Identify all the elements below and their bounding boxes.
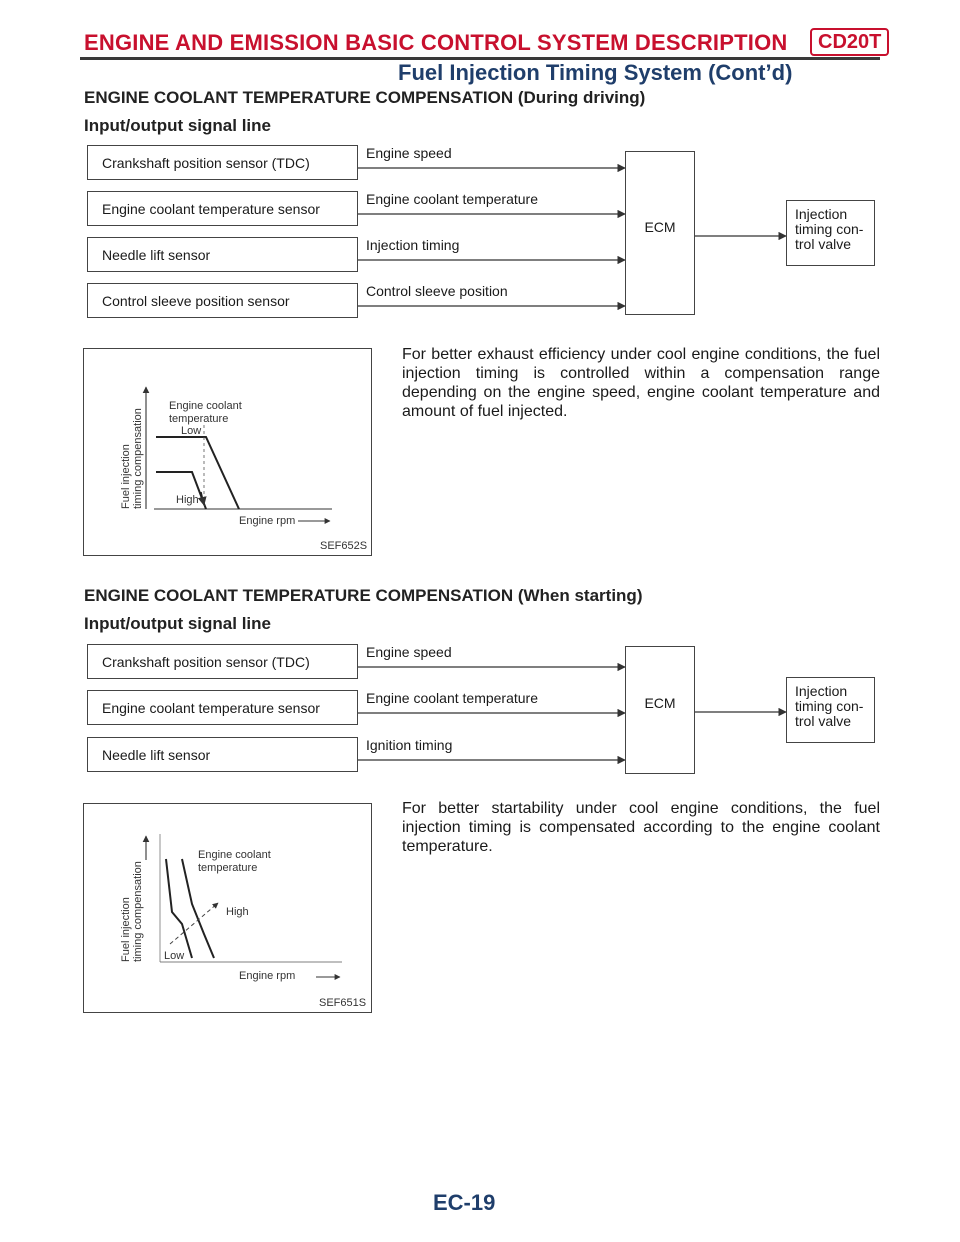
output-line: trol valve (795, 236, 852, 252)
y-axis-label-line1: Fuel injection (120, 444, 132, 509)
legend-title-line1: Engine coolant (169, 400, 242, 412)
model-badge: CD20T (810, 28, 889, 56)
legend-title-line2: temperature (198, 862, 258, 874)
output-line: timing con- (795, 221, 864, 237)
figure-code: SEF652S (320, 540, 368, 552)
signal-label: Engine speed (366, 644, 452, 660)
ecm-label: ECM (644, 219, 676, 235)
figure-driving-graph (84, 349, 371, 555)
legend-title-line1: Engine coolant (198, 849, 271, 861)
x-axis-label: Engine rpm (239, 970, 296, 982)
signal-label: Control sleeve position (366, 283, 508, 299)
figure-starting (83, 803, 372, 1013)
figure-code: SEF651S (319, 997, 367, 1009)
low-label: Low (164, 950, 185, 962)
high-label: High (176, 494, 199, 506)
high-label: High (226, 906, 249, 918)
y-axis-label-line2: timing compensation (132, 408, 144, 509)
output-line: timing con- (795, 698, 864, 714)
output-box (786, 677, 875, 743)
sensor-box: Needle lift sensor (87, 237, 358, 272)
output-line: Injection (795, 206, 848, 222)
sensor-box: Control sleeve position sensor (87, 283, 358, 318)
signal-label: Engine speed (366, 145, 452, 161)
subheading-starting: Input/output signal line (84, 614, 271, 633)
heading-starting: ENGINE COOLANT TEMPERATURE COMPENSATION (When starting) (84, 586, 643, 605)
ecm-label: ECM (644, 695, 676, 711)
ecm-box (625, 646, 695, 774)
output-line: trol valve (795, 713, 852, 729)
x-axis-label: Engine rpm (239, 515, 296, 527)
description-driving: For better exhaust efficiency under cool engine conditions, the fuel injection timing is controlled within a compensation range depending on the engine speed, engine coolant temperature and amount of fuel injected. (402, 346, 880, 420)
sensor-box: Engine coolant temperature sensor (87, 191, 358, 226)
y-axis-label-line2: timing compensation (132, 861, 144, 962)
ecm-box (625, 151, 695, 315)
legend-title-line2: temperature (169, 413, 229, 425)
sensor-box: Engine coolant temperature sensor (87, 690, 358, 725)
heading-driving: ENGINE COOLANT TEMPERATURE COMPENSATION (During driving) (84, 88, 646, 107)
output-line: Injection (795, 683, 848, 699)
signal-label: Injection timing (366, 237, 460, 253)
sensor-box: Crankshaft position sensor (TDC) (87, 145, 358, 180)
signal-label: Ignition timing (366, 737, 453, 753)
description-starting: For better startability under cool engine conditions, the fuel injection timing is compensated according to the engine coolant temperature. (402, 800, 880, 855)
low-label: Low (181, 425, 202, 437)
output-box (786, 200, 875, 266)
page-subtitle: Fuel Injection Timing System (Cont’d) (398, 60, 793, 85)
signal-label: Engine coolant temperature (366, 191, 538, 207)
page-number: EC-19 (433, 1190, 496, 1215)
signal-label: Engine coolant temperature (366, 690, 538, 706)
section-title: ENGINE AND EMISSION BASIC CONTROL SYSTEM DESCRIPTION (84, 30, 788, 55)
sensor-box: Needle lift sensor (87, 737, 358, 772)
figure-driving (83, 348, 372, 556)
curve-low (166, 859, 192, 958)
subheading-driving: Input/output signal line (84, 116, 271, 135)
sensor-box: Crankshaft position sensor (TDC) (87, 644, 358, 679)
figure-starting-graph (84, 804, 371, 1012)
y-axis-label-line1: Fuel injection (120, 897, 132, 962)
